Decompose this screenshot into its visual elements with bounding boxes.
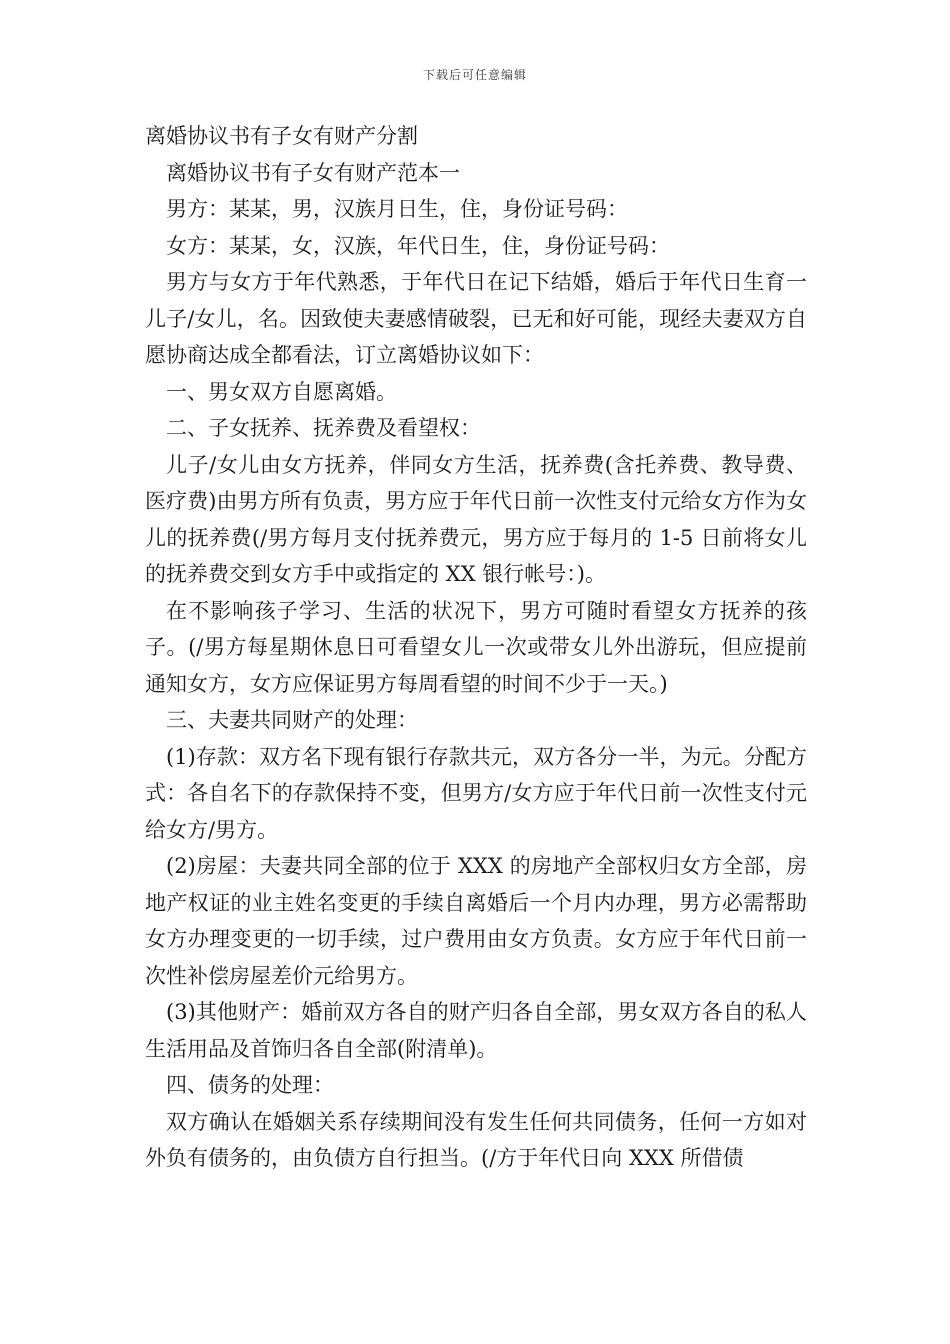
paragraph-debts: 双方确认在婚姻关系存续期间没有发生任何共同债务，任何一方如对外负有债务的，由负债方自行担当。(/方于年代日向 XXX 所借债 — [145, 1109, 807, 1170]
paragraph-husband-info: 男方：某某，男，汉族月日生，住，身份证号码： — [166, 197, 628, 221]
document-body — [145, 118, 807, 1177]
document-title: 离婚协议书有子女有财产分割 — [145, 124, 418, 148]
paragraph-clause-2-heading: 二、子女抚养、抚养费及看望权： — [166, 416, 481, 440]
paragraph-wife-info: 女方：某某，女，汉族，年代日生，住，身份证号码： — [166, 233, 670, 258]
paragraph-property: (2)房屋：夫妻共同全部的位于 XXX 的房地产全部权归女方全部，房地产权证的业主姓名变更的手续自离婚后一个月内办理，男方必需帮助女方办理变更的一切手续，过户费用由女方负责。女方应于年代日前一次性补偿房屋差价元给男方。 — [145, 854, 807, 988]
paragraph-clause-4-heading: 四、债务的处理： — [166, 1073, 334, 1097]
paragraph-visitation: 在不影响孩子学习、生活的状况下，男方可随时看望女方抚养的孩子。(/男方每星期休息日可看望女儿一次或带女儿外出游玩，但应提前通知女方，女方应保证男方每周看望的时间不少于一天。) — [145, 598, 807, 696]
paragraph-other-assets: (3)其他财产：婚前双方各自的财产归各自全部，男女双方各自的私人生活用品及首饰归各自全部(附清单)。 — [145, 1000, 807, 1061]
paragraph-deposits: (1)存款：双方名下现有银行存款共元，双方各分一半，为元。分配方式：各自名下的存款保持不变，但男方/女方应于年代日前一次性支付元给女方/男方。 — [145, 744, 807, 842]
paragraph-clause-3-heading: 三、夫妻共同财产的处理： — [166, 708, 418, 732]
paragraph-clause-1: 一、男女双方自愿离婚。 — [166, 379, 397, 404]
paragraph-template-title: 离婚协议书有子女有财产范本一 — [166, 160, 460, 185]
paragraph-background: 男方与女方于年代熟悉，于年代日在记下结婚，婚后于年代日生育一儿子/女儿，名。因致使夫妻感情破裂，已无和好可能，现经夫妻双方自愿协商达成全都看法，订立离婚协议如下： — [145, 270, 807, 367]
paragraph-custody: 儿子/女儿由女方抚养，伴同女方生活，抚养费(含托养费、教导费、医疗费)由男方所有负责，男方应于年代日前一次性支付元给女方作为女儿的抚养费(/男方每月支付抚养费元，男方应于每月的 1-5 日前将女儿的抚养费交到女方手中或指定的 XX 银行帐号：)。 — [145, 452, 807, 586]
page-header-note: 下载后可任意编辑 — [422, 68, 527, 82]
